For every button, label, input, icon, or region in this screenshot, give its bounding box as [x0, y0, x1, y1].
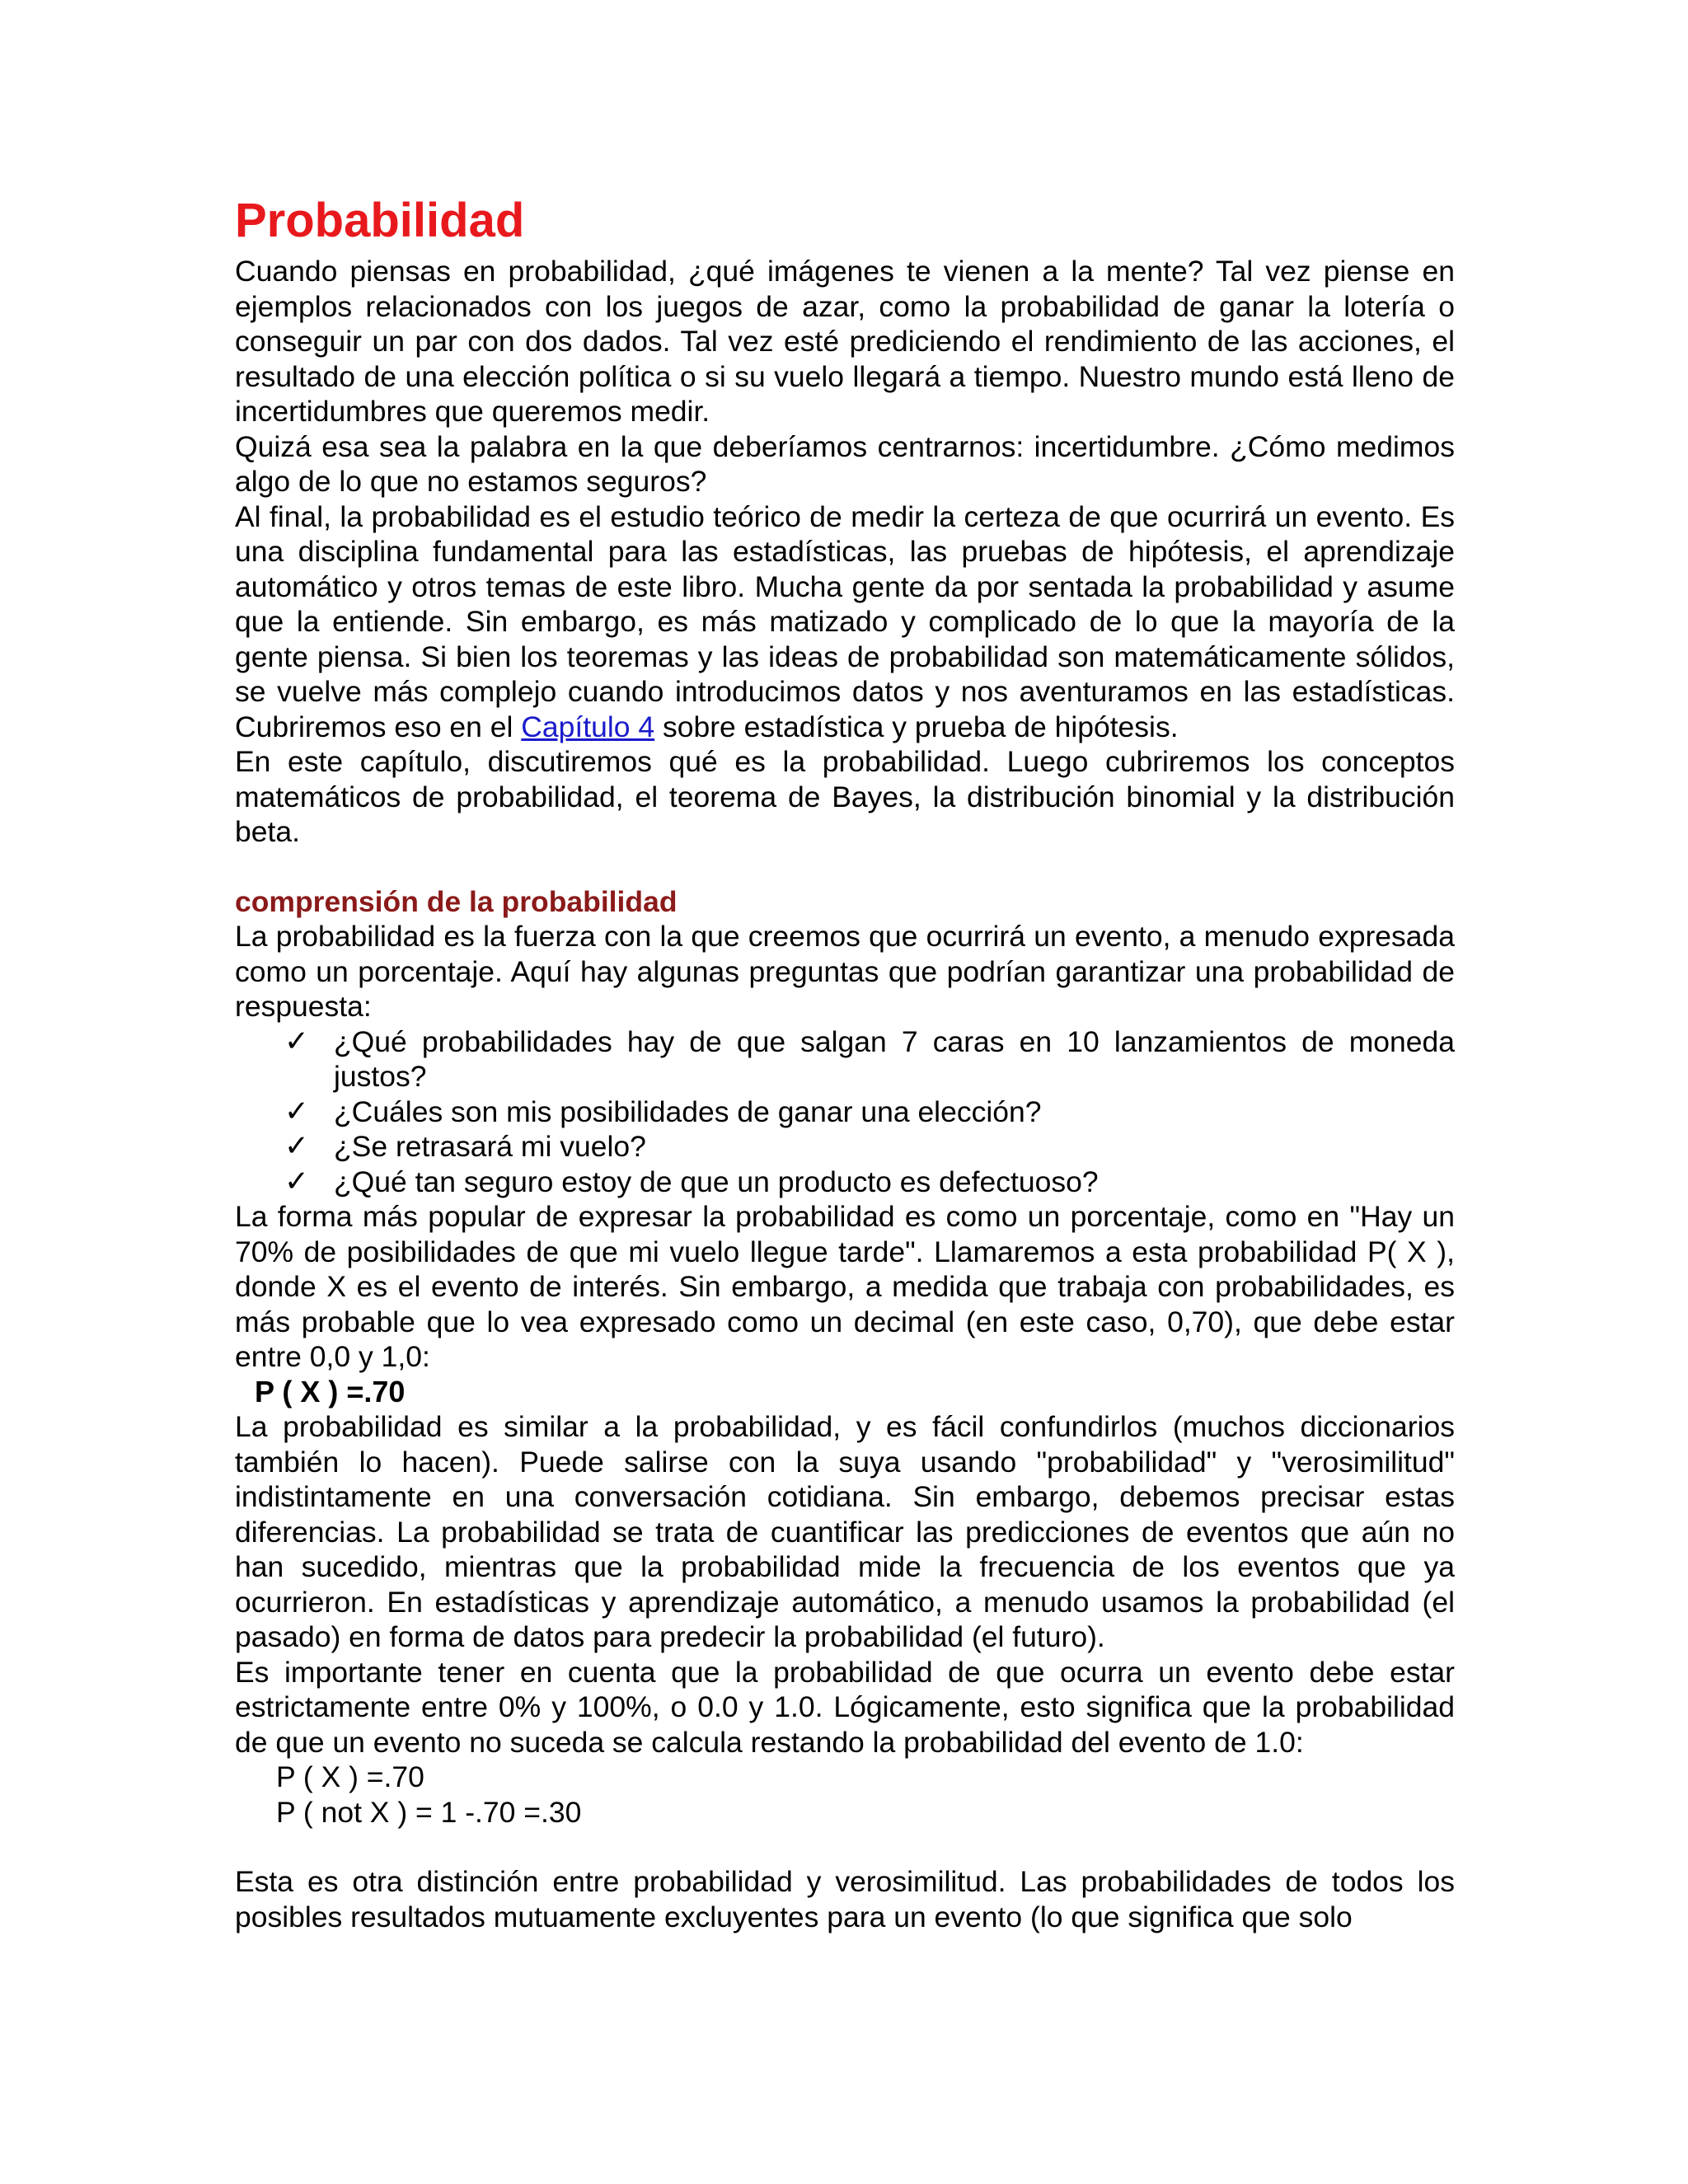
- intro-paragraph-3-text-b: sobre estadística y prueba de hipótesis.: [654, 710, 1179, 743]
- page-title: Probabilidad: [235, 194, 525, 247]
- list-item-text: ¿Qué tan seguro estoy de que un producto es defectuoso?: [334, 1165, 1099, 1198]
- formula-1: P ( X ) =.70: [276, 1760, 424, 1793]
- intro-paragraph-3-text-a: Al final, la probabilidad es el estudio teórico de medir la certeza de que ocurrirá un evento. Es una disciplina fundamental para las estadísticas, las pruebas de hipótesis, el aprendizaje automático y otros temas de este libro. Mucha gente da por sentada la probabilidad y asume que la entiende. Sin embargo, es más matizado y complicado de lo que la mayoría de la gente piensa. Si bien los teoremas y las ideas de probabilidad son matemáticamente sólidos, se vuelve más complejo cuando introducimos datos y nos aventuramos en las estadísticas. Cubriremos eso en el: [235, 499, 1455, 743]
- list-item: [284, 1024, 1455, 1094]
- checkmark-icon: ✓: [284, 1129, 309, 1163]
- list-item-text: ¿Qué probabilidades hay de que salgan 7 caras en 10 lanzamientos de moneda justos?: [334, 1024, 1455, 1093]
- list-item: [284, 1129, 1455, 1165]
- checkmark-icon: ✓: [284, 1094, 309, 1128]
- list-item-text: ¿Cuáles son mis posibilidades de ganar una elección?: [334, 1094, 1042, 1128]
- intro-paragraph-2: Quizá esa sea la palabra en la que deberíamos centrarnos: incertidumbre. ¿Cómo medimos algo de lo que no estamos seguros?: [235, 429, 1455, 498]
- section-paragraph-2: La forma más popular de expresar la probabilidad es como un porcentaje, como en "Hay un 70% de posibilidades de que mi vuelo llegue tarde". Llamaremos a esta probabilidad P( X ), donde X es el evento de interés. Sin embargo, a medida que trabaja con probabilidades, es más probable que lo vea expresado como un decimal (en este caso, 0,70), que debe estar entre 0,0 y 1,0:: [235, 1200, 1455, 1373]
- chapter-4-link[interactable]: Capítulo 4: [521, 710, 655, 743]
- intro-paragraph-3: [235, 499, 1455, 745]
- checkmark-icon: ✓: [284, 1024, 309, 1058]
- checkmark-icon: ✓: [284, 1164, 309, 1198]
- list-item: [284, 1094, 1455, 1130]
- list-item: [284, 1165, 1455, 1200]
- intro-paragraph-4: En este capítulo, discutiremos qué es la probabilidad. Luego cubriremos los conceptos matemáticos de probabilidad, el teorema de Bayes, la distribución binomial y la distribución beta.: [235, 745, 1455, 848]
- section-paragraph-5: Esta es otra distinción entre probabilidad y verosimilitud. Las probabilidades de todos los posibles resultados mutuamente excluyentes para un evento (lo que significa que solo: [235, 1865, 1455, 1933]
- question-list: [235, 1024, 1455, 1200]
- intro-paragraph-1: Cuando piensas en probabilidad, ¿qué imágenes te vienen a la mente? Tal vez piense en ejemplos relacionados con los juegos de azar, como la probabilidad de ganar la lotería o conseguir un par con dos dados. Tal vez esté prediciendo el rendimiento de las acciones, el resultado de una elección política o si su vuelo llegará a tiempo. Nuestro mundo está lleno de incertidumbres que queremos medir.: [235, 255, 1455, 428]
- spacer: [235, 1830, 1455, 1864]
- formula-bold: P ( X ) =.70: [255, 1374, 406, 1408]
- section-paragraph-3: La probabilidad es similar a la probabilidad, y es fácil confundirlos (muchos diccionarios también lo hacen). Puede salirse con la suya usando "probabilidad" y "verosimilitud" indistintamente en una conversación cotidiana. Sin embargo, debemos precisar estas diferencias. La probabilidad se trata de cuantificar las predicciones de eventos que aún no han sucedido, mientras que la probabilidad mide la frecuencia de los eventos que ya ocurrieron. En estadísticas y aprendizaje automático, a menudo usamos la probabilidad (el pasado) en forma de datos para predecir la probabilidad (el futuro).: [235, 1410, 1455, 1653]
- section-paragraph-4: Es importante tener en cuenta que la probabilidad de que ocurra un evento debe estar estrictamente entre 0% y 100%, o 0.0 y 1.0. Lógicamente, esto significa que la probabilidad de que un evento no suceda se calcula restando la probabilidad del evento de 1.0:: [235, 1655, 1455, 1759]
- document-page: [235, 188, 1455, 1934]
- section-paragraph-1: La probabilidad es la fuerza con la que creemos que ocurrirá un evento, a menudo expresada como un porcentaje. Aquí hay algunas preguntas que podrían garantizar una probabilidad de respuesta:: [235, 920, 1455, 1023]
- formula-2: P ( not X ) = 1 -.70 =.30: [276, 1795, 582, 1829]
- list-item-text: ¿Se retrasará mi vuelo?: [334, 1130, 646, 1163]
- section-heading: comprensión de la probabilidad: [235, 884, 678, 918]
